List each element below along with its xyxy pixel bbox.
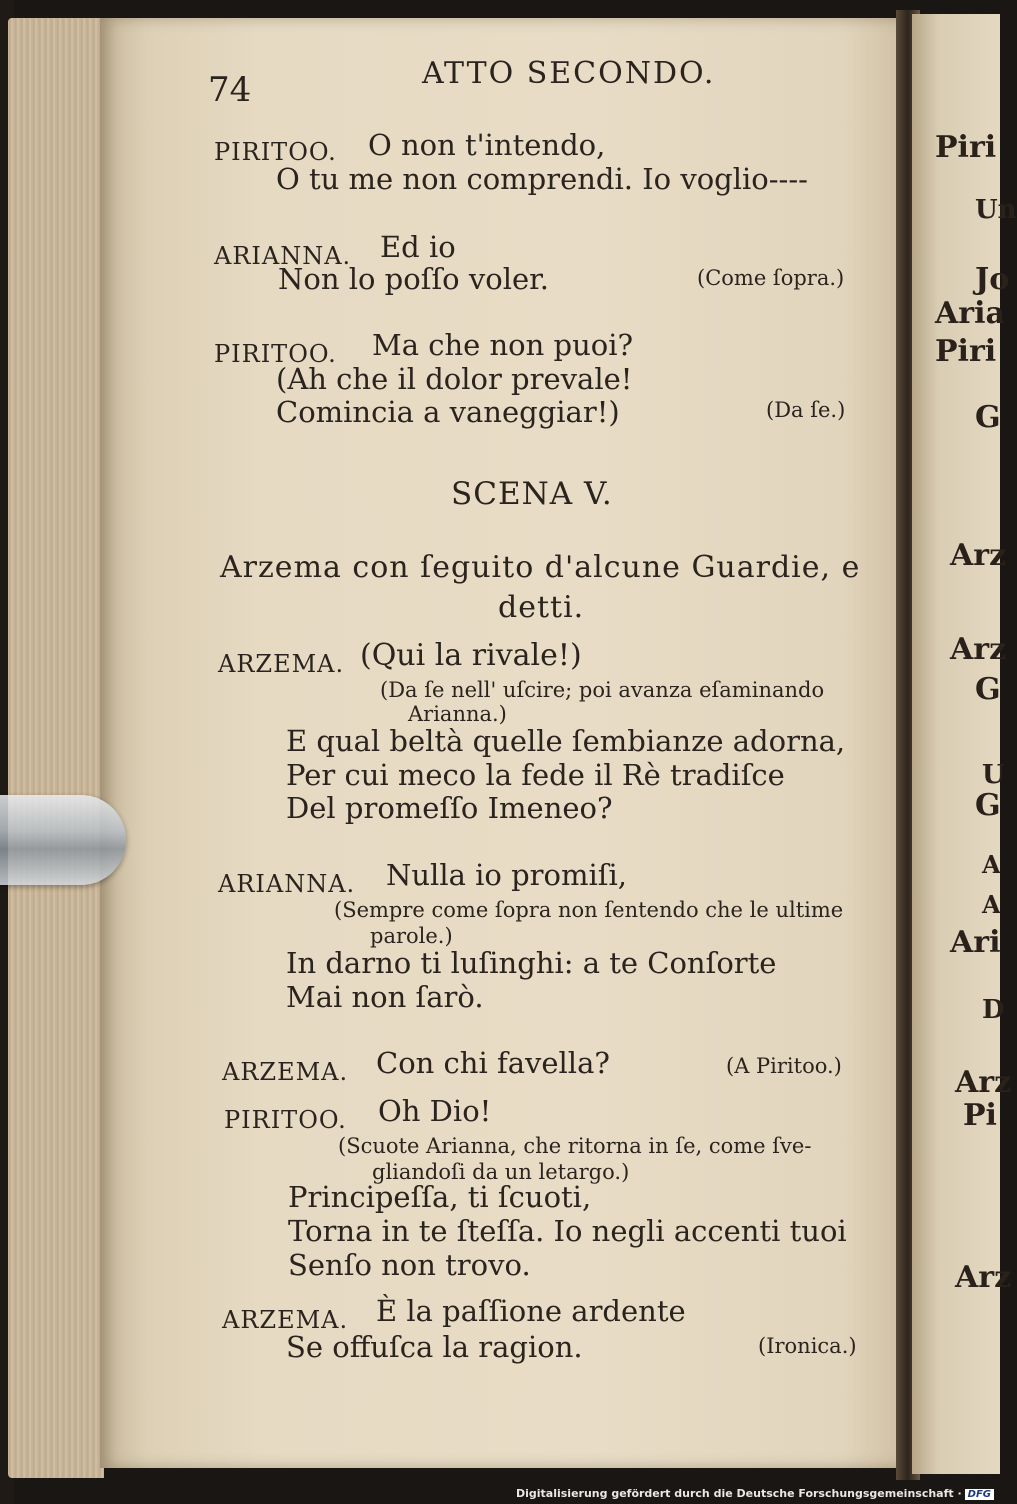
facing-fragment: Arz [950, 538, 1007, 573]
facing-fragment: A [982, 850, 1001, 879]
verse-line: Del promeſſo Imeneo? [286, 791, 613, 825]
verse-line: (Ah che il dolor prevale! [276, 362, 633, 396]
facing-fragment: A [982, 890, 1001, 919]
speaker-name: ARIANNA. [218, 870, 356, 898]
facing-fragment: Jo [975, 262, 1010, 297]
speaker-name: ARZEMA. [222, 1058, 349, 1086]
verse-line: Comincia a vaneggiar!) [276, 395, 620, 429]
verse-line: Oh Dio! [378, 1094, 492, 1128]
facing-fragment: Pi [963, 1098, 997, 1133]
page-clip [0, 795, 126, 885]
facing-fragment: Arz [950, 632, 1007, 667]
footer-text: Digitalisierung gefördert durch die Deutsche Forschungsgemeinschaft · [515, 1487, 962, 1500]
verse-line: Non lo poſſo voler. [278, 262, 550, 296]
verse-line: Con chi favella? [376, 1046, 610, 1080]
stage-direction: (Da ſe.) [766, 398, 846, 422]
stage-direction: (Da ſe nell' uſcire; poi avanza eſaminando [380, 678, 825, 702]
stage-direction: (A Piritoo.) [726, 1054, 842, 1078]
facing-fragment: Arz [955, 1065, 1012, 1100]
speaker-name: PIRITOO. [224, 1106, 347, 1134]
facing-fragment: Un [975, 195, 1017, 225]
dfg-logo: DFG [965, 1489, 994, 1500]
facing-fragment: G [975, 400, 1001, 435]
facing-page [912, 14, 1000, 1474]
page-fore-edge [8, 18, 104, 1478]
scene-persons: Arzema con ſeguito d'alcune Guardie, e [220, 550, 861, 585]
facing-fragment: Ari [950, 925, 1001, 960]
page-number: 74 [208, 70, 252, 110]
facing-fragment: Arz [955, 1260, 1012, 1295]
speaker-name: ARZEMA. [218, 650, 345, 678]
digitization-footer [516, 1487, 994, 1500]
speaker-name: PIRITOO. [214, 340, 337, 368]
speaker-name: ARIANNA. [214, 242, 352, 270]
verse-line: Ma che non puoi? [372, 328, 634, 362]
verse-line: È la paſſione ardente [376, 1294, 686, 1328]
facing-fragment: Piri [935, 334, 997, 369]
scene-heading: SCENA V. [451, 476, 613, 512]
verse-line: O non t'intendo, [368, 128, 606, 162]
running-head: ATTO SECONDO. [422, 56, 716, 91]
verse-line: Mai non ſarò. [286, 980, 484, 1014]
stage-direction: gliandoſi da un letargo.) [372, 1160, 630, 1184]
stage-direction: Arianna.) [408, 702, 507, 726]
verse-line: Nulla io promiſi, [386, 858, 627, 892]
facing-fragment: D [982, 995, 1005, 1025]
scene-persons: detti. [498, 590, 585, 625]
facing-fragment: U [982, 760, 1005, 790]
stage-direction: (Ironica.) [758, 1334, 857, 1358]
facing-fragment: Aria [935, 296, 1005, 331]
verse-line: Per cui meco la fede il Rè tradiſce [286, 758, 785, 792]
verse-line: Senſo non trovo. [288, 1248, 531, 1282]
facing-fragment: Piri [935, 130, 997, 165]
speaker-name: PIRITOO. [214, 138, 337, 166]
verse-line: (Qui la rivale!) [360, 638, 582, 673]
stage-direction: (Scuote Arianna, che ritorna in ſe, come ſve- [338, 1134, 812, 1158]
verse-line: O tu me non comprendi. Io voglio---- [276, 162, 808, 196]
facing-fragment: G [975, 788, 1001, 823]
verse-line: Ed io [380, 230, 456, 264]
verse-line: Se offuſca la ragion. [286, 1330, 583, 1364]
speaker-name: ARZEMA. [222, 1306, 349, 1334]
facing-fragment: G [975, 672, 1001, 707]
verse-line: In darno ti luſinghi: a te Conſorte [286, 946, 777, 980]
stage-direction: (Come ſopra.) [697, 266, 845, 290]
stage-direction: (Sempre come ſopra non ſentendo che le ultime [334, 898, 844, 922]
verse-line: E qual beltà quelle ſembianze adorna, [286, 724, 846, 758]
stage-direction: parole.) [370, 924, 453, 948]
verse-line: Torna in te ſteſſa. Io negli accenti tuoi [288, 1214, 847, 1248]
verse-line: Principeſſa, ti ſcuoti, [288, 1180, 592, 1214]
